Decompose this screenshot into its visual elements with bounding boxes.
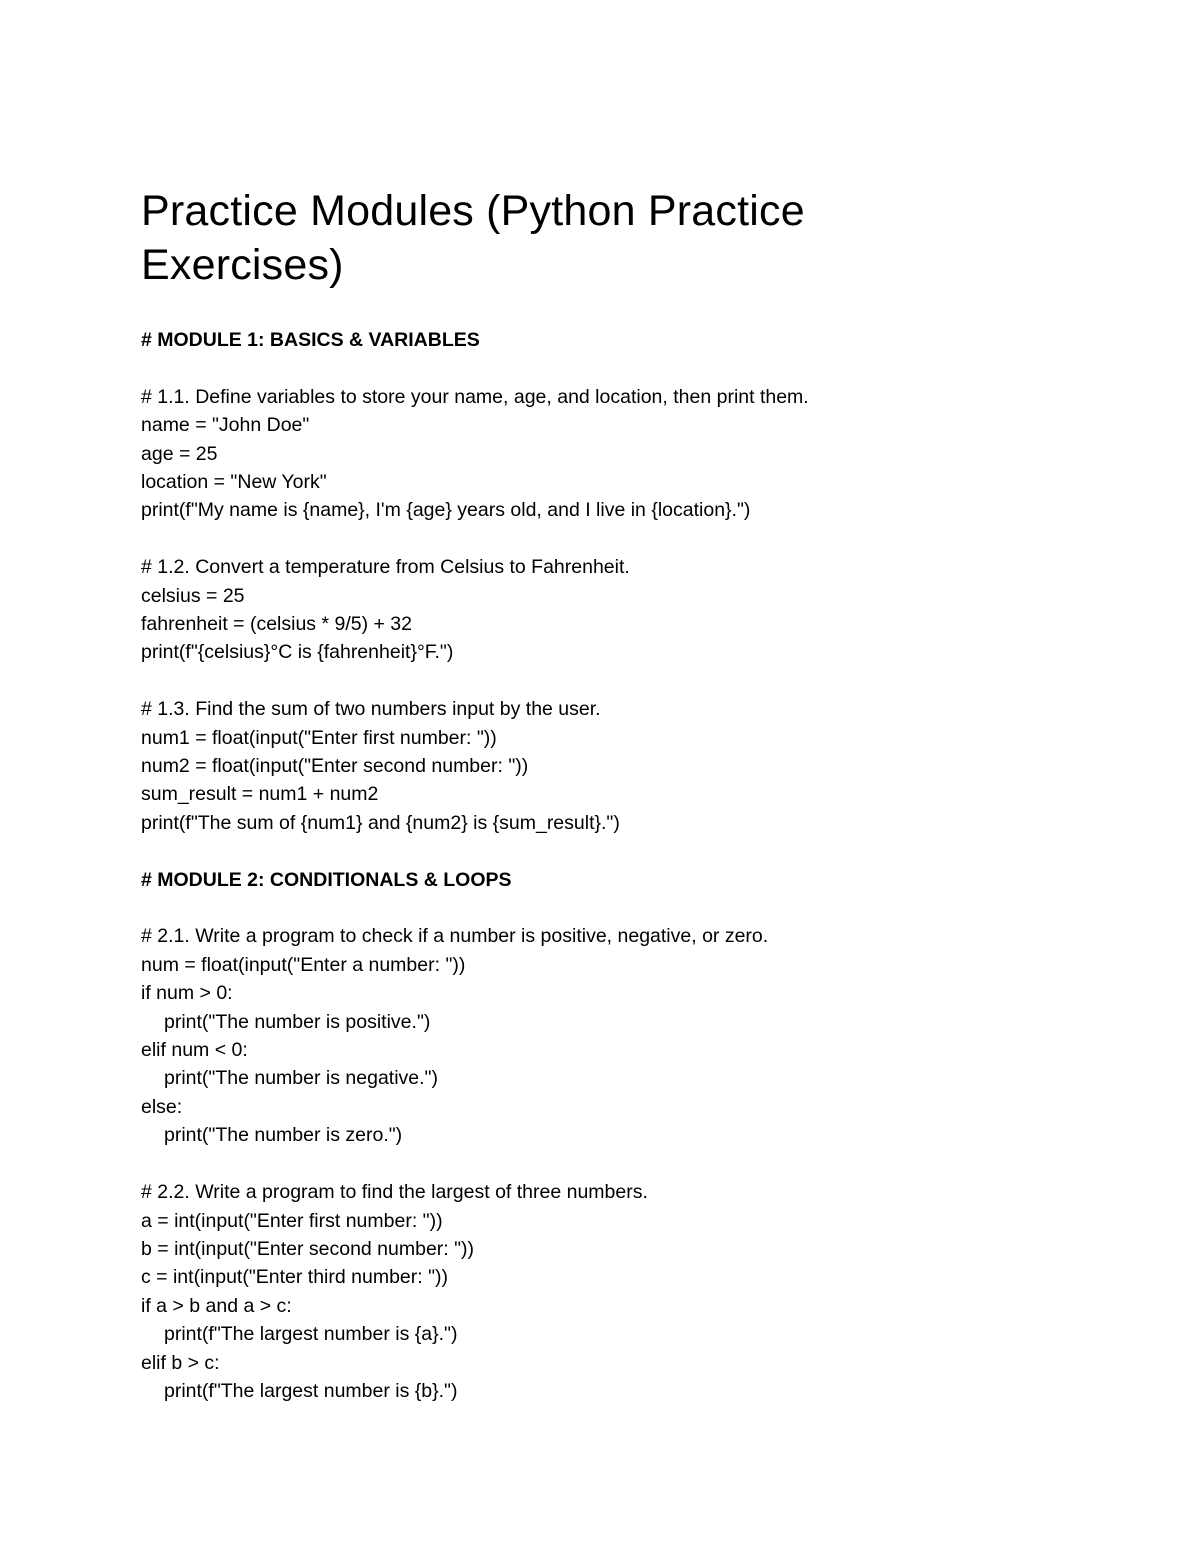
- code-line: num1 = float(input("Enter first number: ")): [141, 726, 497, 749]
- code-line: if a > b and a > c:: [141, 1294, 292, 1317]
- code-line: print(f"{celsius}°C is {fahrenheit}°F."): [141, 641, 454, 664]
- document-title: [141, 184, 1121, 292]
- code-line: elif num < 0:: [141, 1039, 248, 1062]
- code-line: name = "John Doe": [141, 414, 310, 437]
- code-line: print(f"The largest number is {a}."): [164, 1323, 458, 1346]
- module-2-heading: # MODULE 2: CONDITIONALS & LOOPS: [141, 868, 512, 891]
- code-line: b = int(input("Enter second number: ")): [141, 1237, 475, 1260]
- exercise-comment: # 1.1. Define variables to store your name, age, and location, then print them.: [141, 385, 809, 408]
- exercise-2-1: [141, 922, 1121, 1149]
- code-line: print("The number is positive."): [164, 1010, 431, 1033]
- code-line: print(f"The largest number is {b}."): [164, 1379, 458, 1402]
- code-line: sum_result = num1 + num2: [141, 783, 379, 806]
- module-1-heading: # MODULE 1: BASICS & VARIABLES: [141, 329, 480, 351]
- spacer: [141, 1150, 1121, 1178]
- code-line: age = 25: [141, 442, 218, 465]
- exercise-comment: # 2.1. Write a program to check if a number is positive, negative, or zero.: [141, 925, 769, 948]
- spacer: [141, 837, 1121, 865]
- spacer: [141, 354, 1121, 382]
- code-line: c = int(input("Enter third number: ")): [141, 1266, 449, 1289]
- code-line: a = int(input("Enter first number: ")): [141, 1209, 443, 1232]
- exercise-comment: # 1.2. Convert a temperature from Celsius to Fahrenheit.: [141, 556, 630, 579]
- spacer: [141, 894, 1121, 922]
- exercise-comment: # 1.3. Find the sum of two numbers input by the user.: [141, 698, 601, 721]
- code-line: num2 = float(input("Enter second number: ")): [141, 755, 529, 778]
- code-line: elif b > c:: [141, 1351, 220, 1374]
- module-1-section: [141, 326, 1121, 837]
- code-line: print(f"My name is {name}, I'm {age} years old, and I live in {location}."): [141, 499, 751, 522]
- document-page: [141, 184, 1121, 1405]
- exercise-2-2: [141, 1178, 1121, 1405]
- code-line: print(f"The sum of {num1} and {num2} is {sum_result}."): [141, 811, 620, 834]
- title-line-1: Practice Modules (Python Practice: [141, 187, 805, 235]
- code-line: else:: [141, 1095, 183, 1118]
- code-line: location = "New York": [141, 471, 327, 494]
- code-line: num = float(input("Enter a number: ")): [141, 953, 466, 976]
- code-line: print("The number is negative."): [164, 1067, 438, 1090]
- exercise-1-3: [141, 695, 1121, 837]
- exercise-1-1: [141, 383, 1121, 525]
- exercise-comment: # 2.2. Write a program to find the largest of three numbers.: [141, 1181, 648, 1204]
- module-2-section: [141, 866, 1121, 1406]
- code-line: celsius = 25: [141, 584, 245, 607]
- title-line-2: Exercises): [141, 241, 344, 289]
- spacer: [141, 667, 1121, 695]
- spacer: [141, 292, 1121, 326]
- spacer: [141, 525, 1121, 553]
- exercise-1-2: [141, 553, 1121, 667]
- code-line: fahrenheit = (celsius * 9/5) + 32: [141, 613, 412, 636]
- code-line: print("The number is zero."): [164, 1124, 403, 1147]
- code-line: if num > 0:: [141, 982, 233, 1005]
